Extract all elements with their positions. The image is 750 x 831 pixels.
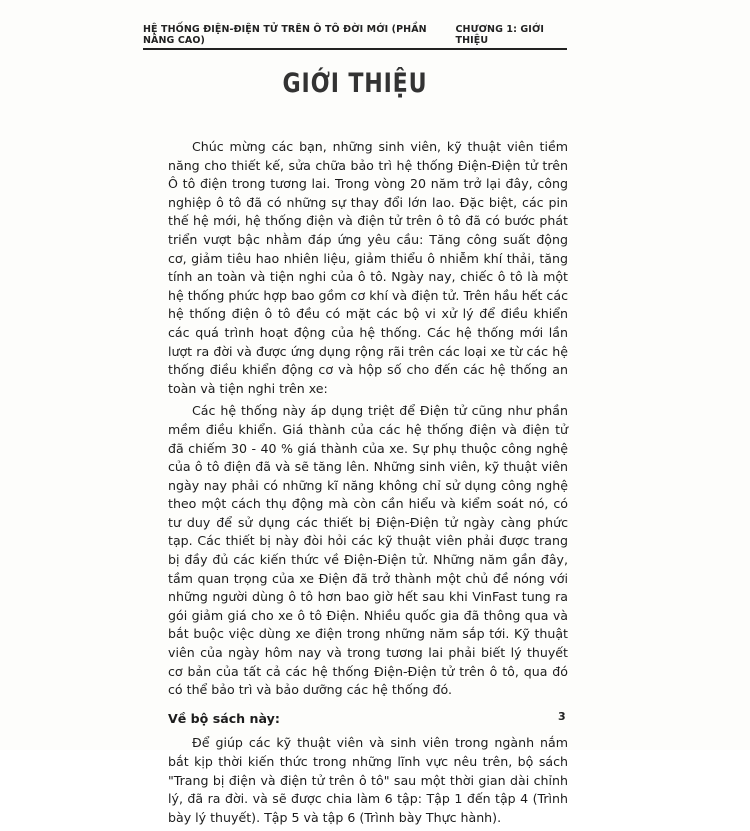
header-chapter: CHƯƠNG 1: GIỚI THIỆU [455, 24, 544, 46]
paragraph-intro: Chúc mừng các bạn, những sinh viên, kỹ thuật viên tiềm năng cho thiết kế, sửa chữa bảo trì hệ thống Điện-Điện tử trên Ô tô điện trong tương lai. Trong vòng 20 năm trở lại đây, công nghiệp ô tô đã có những sự thay đổi lớn lao. Đặc biệt, các pin thế hệ mới, hệ thống điện và điện tử trên ô tô đã có bước phát triển vượt bậc nhằm đáp ứng yêu cầu: Tăng công suất động cơ, giảm tiêu hao nhiên liệu, giảm thiểu ô nhiễm khí thải, tăng tính an toàn và tiện nghi của ô tô. Ngày nay, chiếc ô tô là một hệ thống phức hợp bao gồm cơ khí và điện tử. Trên hầu hết các hệ thống điện ô tô đều có mặt các bộ vi xử lý để điều khiển các quá trình hoạt động của hệ thống. Các hệ thống mới lần lượt ra đời và được ứng dụng rộng rãi trên các loại xe từ các hệ thống điều khiển động cơ và hộp số cho đến các hệ thống an toàn và tiện nghi trên xe: [168, 139, 568, 396]
header-rule [143, 48, 567, 50]
body-text [168, 138, 568, 831]
paragraph-systems: Các hệ thống này áp dụng triệt để Điện tử cũng như phần mềm điều khiển. Giá thành của các hệ thống điện và điện tử đã chiếm 30 - 40 % giá thành của xe. Sự phụ thuộc công nghệ của ô tô điện đã và sẽ tăng lên. Những sinh viên, kỹ thuật viên ngày nay phải có những kĩ năng không chỉ sử dụng công nghệ theo một cách thụ động mà còn cần hiểu và kiểm soát nó, có tư duy để sử dụng các thiết bị Điện-Điện tử ngày càng phức tạp. Các thiết bị này đòi hỏi các kỹ thuật viên phải được trang bị đầy đủ các kiến thức về Điện-Điện tử. Những năm gần đây, tầm quan trọng của xe Điện đã trở thành một chủ đề nóng với những người dùng ô tô hơn bao giờ hết sau khi VinFast tung ra gói giảm giá cho xe ô tô Điện. Nhiều quốc gia đã thông qua và bắt buộc việc dùng xe điện trong những năm sắp tới. Kỹ thuật viên của ngày hôm nay và trong tương lai phải biết lý thuyết cơ bản của tất cả các hệ thống Điện-Điện tử trên ô tô, qua đó có thể bảo trì và bảo dưỡng các hệ thống đó. [168, 403, 568, 698]
running-header [143, 24, 567, 46]
section-heading: Về bộ sách này: [168, 710, 280, 726]
page-number: 3 [558, 710, 566, 723]
header-book-title: HỆ THỐNG ĐIỆN-ĐIỆN TỬ TRÊN Ô TÔ ĐỜI MỚI (PHẦN NÂNG CAO) [143, 24, 427, 46]
paragraph-about-series: Để giúp các kỹ thuật viên và sinh viên trong ngành nắm bắt kịp thời kiến thức trong những lĩnh vực nêu trên, bộ sách "Trang bị điện và điện tử trên ô tô" sau một thời gian dài chỉnh lý, đã ra đời. và sẽ được chia làm 6 tập: Tập 1 đến tập 4 (Trình bày lý thuyết). Tập 5 và tập 6 (Trình bày Thực hành). [168, 735, 568, 825]
chapter-title: GIỚI THIỆU [282, 68, 428, 99]
